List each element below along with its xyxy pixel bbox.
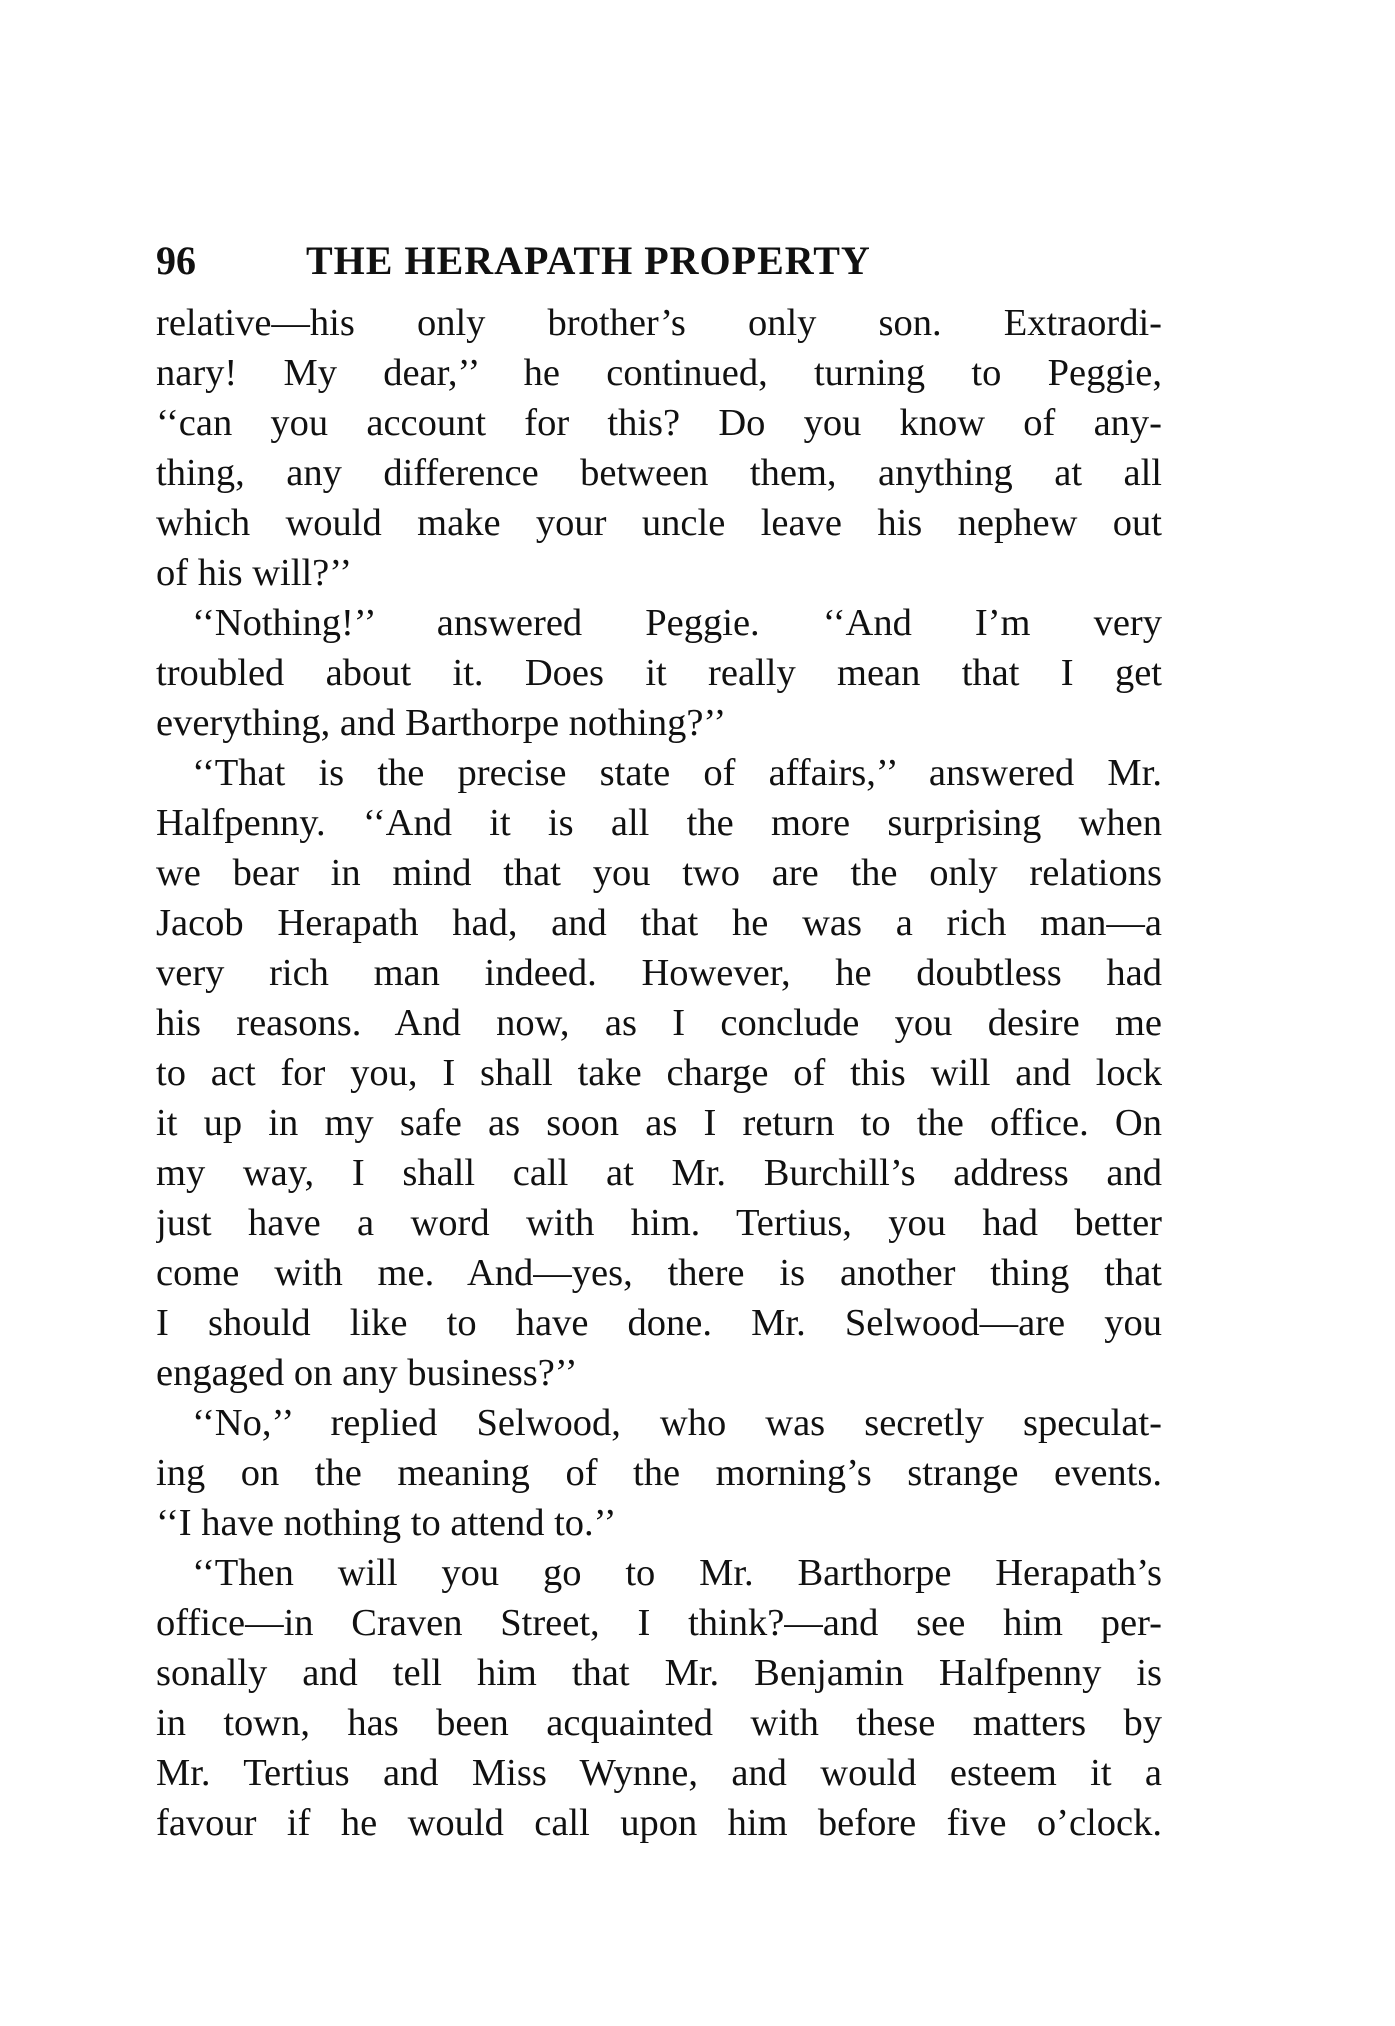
text-line: Jacob Herapath had, and that he was a rich man—a bbox=[156, 902, 1162, 944]
text-line: ‘‘can you account for this? Do you know of any- bbox=[156, 402, 1162, 444]
text-line: very rich man indeed. However, he doubtless had bbox=[156, 952, 1162, 994]
text-line: to act for you, I shall take charge of this will and lock bbox=[156, 1052, 1162, 1094]
text-line: ‘‘Nothing!’’ answered Peggie. ‘‘And I’m very bbox=[192, 602, 1162, 644]
book-title: THE HERAPATH PROPERTY bbox=[306, 238, 871, 283]
text-line: which would make your uncle leave his nephew out bbox=[156, 502, 1162, 544]
text-line: come with me. And—yes, there is another thing that bbox=[156, 1252, 1162, 1294]
running-head bbox=[156, 236, 1156, 286]
body-text bbox=[156, 298, 1162, 1898]
text-line: everything, and Barthorpe nothing?’’ bbox=[156, 702, 727, 744]
paragraph-5 bbox=[156, 1548, 1162, 1848]
text-line: ‘‘I have nothing to attend to.’’ bbox=[156, 1502, 617, 1544]
text-line: office—in Craven Street, I think?—and see him per- bbox=[156, 1602, 1162, 1644]
text-line: relative—his only brother’s only son. Extraordi- bbox=[156, 302, 1162, 344]
text-line: ‘‘That is the precise state of affairs,’’ answered Mr. bbox=[192, 752, 1162, 794]
text-line: ‘‘Then will you go to Mr. Barthorpe Herapath’s bbox=[192, 1552, 1162, 1594]
text-line: his reasons. And now, as I conclude you desire me bbox=[156, 1002, 1162, 1044]
text-line: just have a word with him. Tertius, you had better bbox=[156, 1202, 1162, 1244]
text-line: we bear in mind that you two are the only relations bbox=[156, 852, 1162, 894]
text-line: of his will?’’ bbox=[156, 552, 353, 594]
text-line: troubled about it. Does it really mean that I get bbox=[156, 652, 1162, 694]
text-line: ing on the meaning of the morning’s strange events. bbox=[156, 1452, 1162, 1494]
page-number: 96 bbox=[156, 238, 196, 283]
paragraph-2 bbox=[156, 598, 1162, 748]
paragraph-4 bbox=[156, 1398, 1162, 1548]
text-line: I should like to have done. Mr. Selwood—are you bbox=[156, 1302, 1162, 1344]
paragraph-1 bbox=[156, 298, 1162, 598]
paragraph-3 bbox=[156, 748, 1162, 1398]
text-line: in town, has been acquainted with these matters by bbox=[156, 1702, 1162, 1744]
text-line: it up in my safe as soon as I return to the office. On bbox=[156, 1102, 1162, 1144]
text-line: ‘‘No,’’ replied Selwood, who was secretly speculat- bbox=[192, 1402, 1162, 1444]
text-line: Halfpenny. ‘‘And it is all the more surprising when bbox=[156, 802, 1162, 844]
text-line: my way, I shall call at Mr. Burchill’s address and bbox=[156, 1152, 1162, 1194]
text-line: sonally and tell him that Mr. Benjamin Halfpenny is bbox=[156, 1652, 1162, 1694]
text-line: Mr. Tertius and Miss Wynne, and would esteem it a bbox=[156, 1752, 1162, 1794]
text-line: nary! My dear,’’ he continued, turning to Peggie, bbox=[156, 352, 1162, 394]
text-line: engaged on any business?’’ bbox=[156, 1352, 578, 1394]
text-line: thing, any difference between them, anything at all bbox=[156, 452, 1162, 494]
text-line: favour if he would call upon him before five o’clock. bbox=[156, 1802, 1162, 1844]
